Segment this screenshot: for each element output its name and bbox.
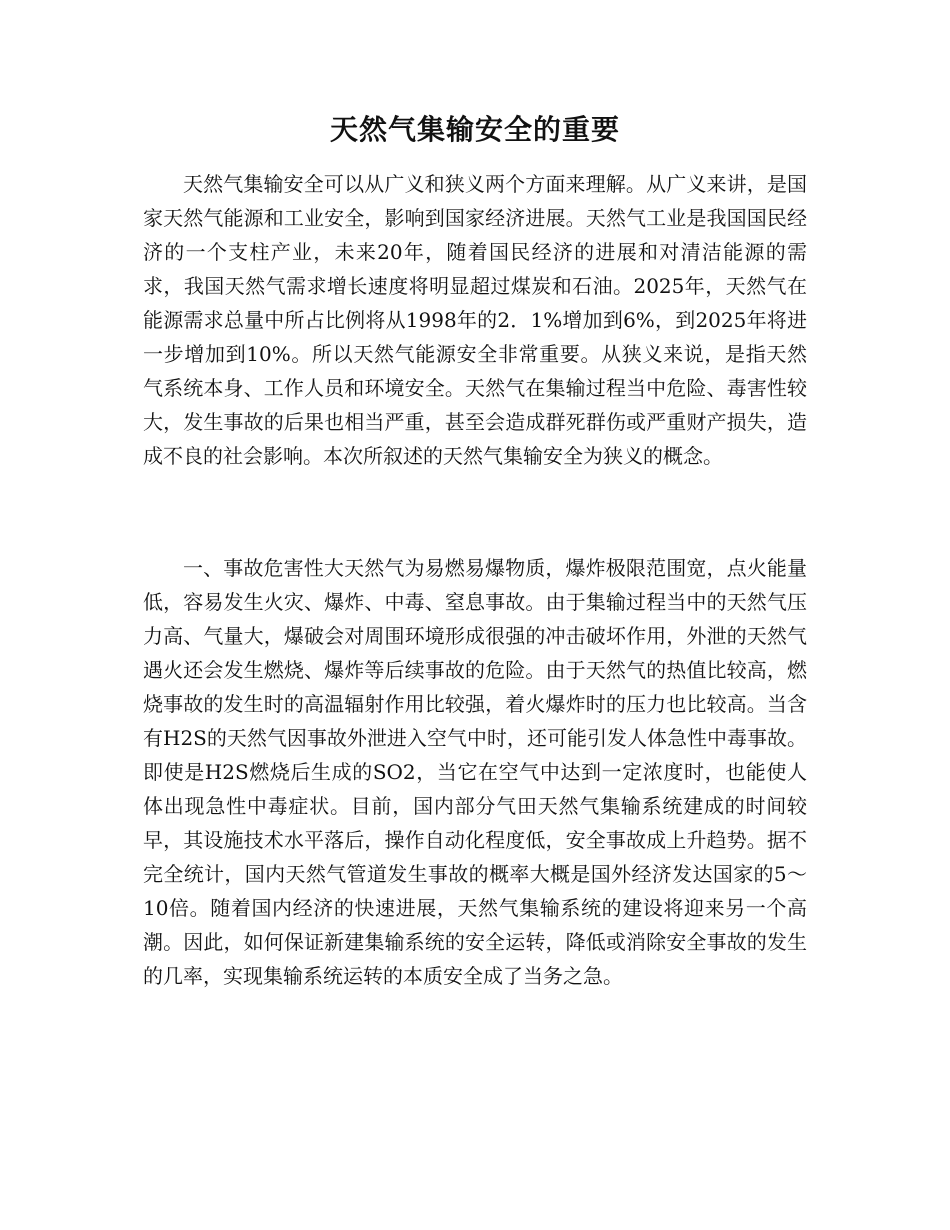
- document-title: 天然气集输安全的重要: [329, 113, 620, 146]
- paragraph-1: [143, 167, 807, 473]
- paragraph-2-text: 一、事故危害性大天然气为易燃易爆物质，爆炸极限范围宽，点火能量低，容易发生火灾、爆炸、中毒、窒息事故。由于集输过程当中的天然气压力高、气量大，爆破会对周围环境形成很强的冲击破坏作用，外泄的天然气遇火还会发生燃烧、爆炸等后续事故的危险。由于天然气的热值比较高，燃烧事故的发生时的高温辐射作用比较强，着火爆炸时的压力也比较高。当含有H2S的天然气因事故外泄进入空气中时，还可能引发人体急性中毒事故。即使是H2S燃烧后生成的SO2，当它在空气中达到一定浓度时，也能使人体出现急性中毒症状。目前，国内部分气田天然气集输系统建成的时间较早，其设施技术水平落后，操作自动化程度低，安全事故成上升趋势。据不完全统计，国内天然气管道发生事故的概率大概是国外经济发达国家的5～10倍。随着国内经济的快速进展，天然气集输系统的建设将迎来另一个高潮。因此，如何保证新建集输系统的安全运转，降低或消除安全事故的发生的几率，实现集输系统运转的本质安全成了当务之急。: [143, 556, 807, 988]
- paragraph-2: [143, 551, 807, 993]
- paragraph-1-text: 天然气集输安全可以从广义和狭义两个方面来理解。从广义来讲，是国家天然气能源和工业安全，影响到国家经济进展。天然气工业是我国国民经济的一个支柱产业，未来20年，随着国民经济的进展和对清洁能源的需求，我国天然气需求增长速度将明显超过煤炭和石油。2025年，天然气在能源需求总量中所占比例将从1998年的2．1%增加到6%，到2025年将进一步增加到10%。所以天然气能源安全非常重要。从狭义来说，是指天然气系统本身、工作人员和环境安全。天然气在集输过程当中危险、毒害性较大，发生事故的后果也相当严重，甚至会造成群死群伤或严重财产损失，造成不良的社会影响。本次所叙述的天然气集输安全为狭义的概念。: [143, 172, 807, 468]
